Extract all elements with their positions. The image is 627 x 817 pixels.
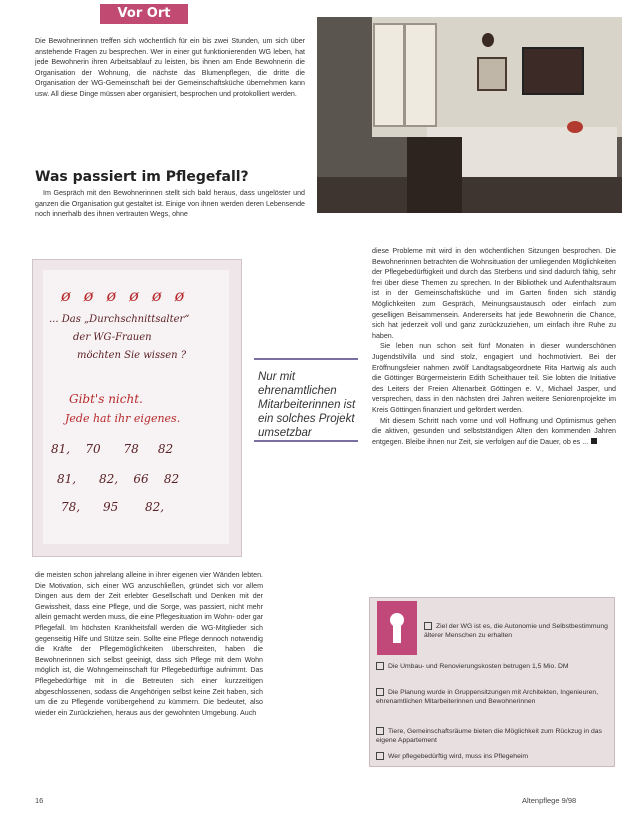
poster-line5: Jede hat ihr eigenes. xyxy=(65,412,181,425)
poster-marks: ø ø ø ø ø ø xyxy=(61,286,189,305)
checkbox-icon xyxy=(376,662,384,670)
heading-paragraph xyxy=(35,188,305,220)
chairs xyxy=(407,137,462,213)
poster-line4: Gibt's nicht. xyxy=(69,392,143,406)
end-mark-icon xyxy=(591,438,597,444)
info-item-1: Ziel der WG ist es, die Autonomie und Selbstbestimmung älterer Menschen zu erhalten xyxy=(424,623,608,640)
info-item-5: Wer pflegebedürftig wird, muss ins Pflegeheim xyxy=(376,752,610,761)
right-paragraph-3: Mit diesem Schritt nach vorne und voll Hoffnung und Optimismus gehen die aktiven, gesunden und selbstständigen Alten den kommenden Jahren entgegen. Bleibe ihnen nur Zeit, sie verfolgen auf die Dauer, ob es ... xyxy=(372,416,616,446)
keyhole-icon xyxy=(377,601,417,655)
info-item-3: Die Planung wurde in Gruppensitzungen mit Architekten, Ingenieuren, ehrenamtlichen Mitarbeiterinnen und Bewohnerinnen xyxy=(376,689,599,706)
poster-ages-row1: 81, 70 78 82 xyxy=(51,442,174,456)
right-paragraph-1: diese Probleme mit wird in den wöchentlichen Sitzungen besprochen. Die Bewohnerinnen betrachten die Wohnsituation der umliegenden Möglichkeiten der Pflegebedürftigkeit und durch das Sterbens und sind dadurch fähig, sehr frei über diese Themen zu sprechen. In der Bibliothek und Aufenthaltsraum ist in der Gemeinschaftsküche und im Garten finden sich ständig Möglichkeiten zum Gespräch, Meinungsaustausch oder einfach zum geselligen Beisammensein. Andererseits hat jede Bewohnerin die Chance, sich hat jederzeit voll und ganz zurückzuziehen, um einfach ihre Ruhe zu haben. xyxy=(372,247,616,340)
left-column-bottom xyxy=(35,570,263,718)
info-item-2: Die Umbau- und Renovierungskosten betrugen 1,5 Mio. DM xyxy=(376,662,610,671)
flowers xyxy=(567,121,583,133)
checkbox-icon xyxy=(376,727,384,735)
right-paragraph-2: Sie leben nun schon seit fünf Monaten in dieser wunderschönen Jugendstilvilla und sind stolz, engagiert und hochmotiviert. Bei der Eröffnungsfeier nahmen zwölf Landtagsabgeordnete Rita Hartwig als auch die Göttinger Bürgermeisterin Edith Scheithauer teil. Sie lobten die Initiative des Leiters der Freien Altenarbeit Göttingen e. V., Michael Jasper, und versprechen, dass in den nächsten drei Jahren weitere Seniorenprojekte im Kreis Göttingen finanziert und gefördert werden. xyxy=(372,342,616,414)
checkbox-icon xyxy=(376,688,384,696)
handwritten-poster xyxy=(32,259,242,557)
poster-ages-row3: 78, 95 82, xyxy=(61,500,165,514)
poster-line3: möchten Sie wissen ? xyxy=(77,350,187,361)
poster-line2: der WG-Frauen xyxy=(73,332,152,343)
page-number: 16 xyxy=(35,796,44,805)
intro-text: Die Bewohnerinnen treffen sich wöchentlich für ein bis zwei Stunden, um sich über anstehende Fragen zu besprechen. Wer in einer gut funktionierenden WG leben, hat jede Bewohnerin ihren Arbeitsablauf zu leisten, bis ihnen am Ende Bewohnerin die Organisation der Wohnung, die nächste das Blumenpflegen, die dritte die Organisation der WG-Gemeinschaft bei der Gemeinschaftsküche übernehmen kann usw. All diese Dinge müssen aber organisiert, besprochen und protokolliert werden. xyxy=(35,37,305,98)
heading-text: Im Gespräch mit den Bewohnerinnen stellt sich bald heraus, dass ungelöster und ganzen die Organisation gut gestaltet ist. Einige von ihnen werden deren Lebensende noch innerhalb des ihnen vertrauten Wegs, ohne xyxy=(35,189,305,219)
checkbox-icon xyxy=(376,752,384,760)
intro-paragraph xyxy=(35,36,305,100)
right-column-text xyxy=(372,246,616,447)
wall-frame xyxy=(477,57,507,91)
living-room-photo xyxy=(317,17,622,213)
window xyxy=(373,23,437,127)
clock-icon xyxy=(482,33,494,47)
pull-quote: Nur mit ehrenamtlichen Mitarbeiterinnen ist ein solches Projekt umsetzbar xyxy=(258,371,356,439)
poster-line1: ... Das „Durchschnittsalter“ xyxy=(49,314,190,325)
left-bottom-text: die meisten schon jahrelang alleine in ihrer eigenen vier Wänden lebten. Die Motivation, sich einer WG anzuschließen, gründet sich vor allem Dingen aus dem der Zeit erlebter Gesellschaft und Denken mit der Gewissheit, dass eine Pflege, und die Sorge, was passiert, nicht mehr allein gemacht werden muss, die eine Pflegesituation im Wohn- oder gar Pflegefall. Im höchsten Krankheitsfall werden die WG-Mitglieder sich gegenseitig Hilfe und Stütze sein. Sollte eine Pflege dennoch notwendig die Kräfte der Pflegemöglichkeiten überschreiten, haben die Bewohnerinnen sich selbst geeinigt, dass sich Pflege mit dem Wohn möglich ist, die Wohngemeinschaft für Pflegebedürftige aufnimmt. Das Pflegebedürftige mit in die Betreuten sich einer kurzzeitigen abgeschlossenen, sodass die Angehörigen selbst keine Zeit haben, sich um die zu Pflegende vorübergehend zu kümmern. Die bedeutet, also wieder ein Zurückziehen, heraus aus der gewohnten Umgebung. Auch xyxy=(35,571,263,717)
section-banner: Vor Ort xyxy=(100,4,188,24)
wall-painting xyxy=(522,47,584,95)
poster-ages-row2: 81, 82, 66 82 xyxy=(57,472,180,486)
checkbox-icon xyxy=(424,622,432,630)
section-heading: Was passiert im Pflegefall? xyxy=(35,169,249,185)
magazine-issue: Altenpflege 9/98 xyxy=(522,796,577,805)
info-item-4: Tiere, Gemeinschaftsräume bieten die Möglichkeit zum Rückzug in das eigene Appartement xyxy=(376,728,602,745)
